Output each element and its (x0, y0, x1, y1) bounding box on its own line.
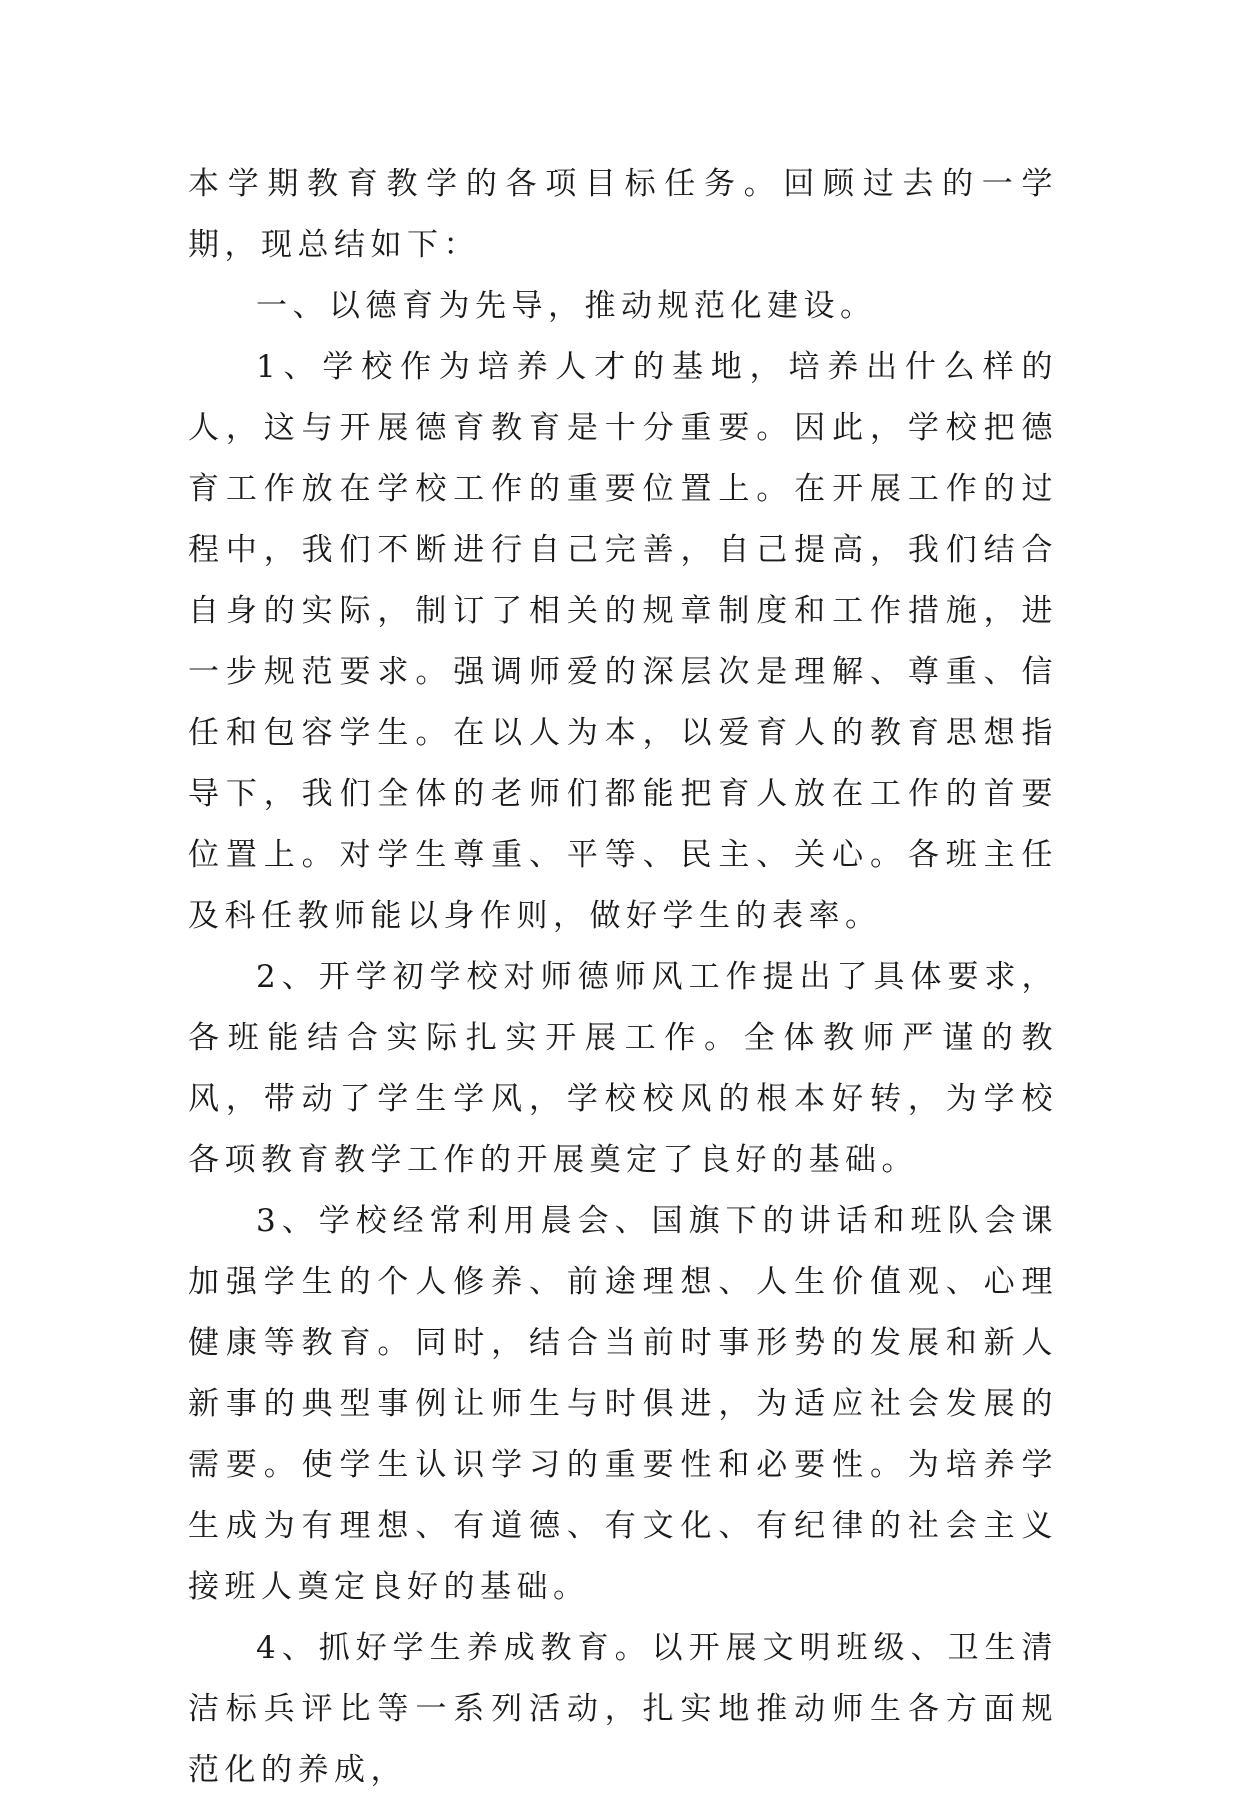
paragraph-item-3: 3、学校经常利用晨会、国旗下的讲话和班队会课加强学生的个人修养、前途理想、人生价值观、心理健康等教育。同时，结合当前时事形势的发展和新人新事的典型事例让师生与时俱进，为适应社会发展的需要。使学生认识学习的重要性和必要性。为培养学生成为有理想、有道德、有文化、有纪律的社会主义接班人奠定良好的基础。 (188, 1203, 1058, 1605)
paragraph-intro: 本学期教育教学的各项目标任务。回顾过去的一学期，现总结如下： (188, 166, 1058, 263)
paragraph-item-1: 1、学校作为培养人才的基地，培养出什么样的人，这与开展德育教育是十分重要。因此，学校把德育工作放在学校工作的重要位置上。在开展工作的过程中，我们不断进行自己完善，自己提高，我们结合自身的实际，制订了相关的规章制度和工作措施，进一步规范要求。强调师爱的深层次是理解、尊重、信任和包容学生。在以人为本，以爱育人的教育思想指导下，我们全体的老师们都能把育人放在工作的首要位置上。对学生尊重、平等、民主、关心。各班主任及科任教师能以身作则，做好学生的表率。 (188, 349, 1058, 934)
document-body (188, 154, 1058, 1801)
section-heading: 一、以德育为先导，推动规范化建设。 (256, 288, 877, 324)
paragraph-item-2: 2、开学初学校对师德师风工作提出了具体要求，各班能结合实际扎实开展工作。全体教师严谨的教风，带动了学生学风，学校校风的根本好转，为学校各项教育教学工作的开展奠定了良好的基础。 (188, 959, 1058, 1178)
paragraph-item-4: 4、抓好学生养成教育。以开展文明班级、卫生清洁标兵评比等一系列活动，扎实地推动师生各方面规范化的养成， (188, 1630, 1058, 1788)
